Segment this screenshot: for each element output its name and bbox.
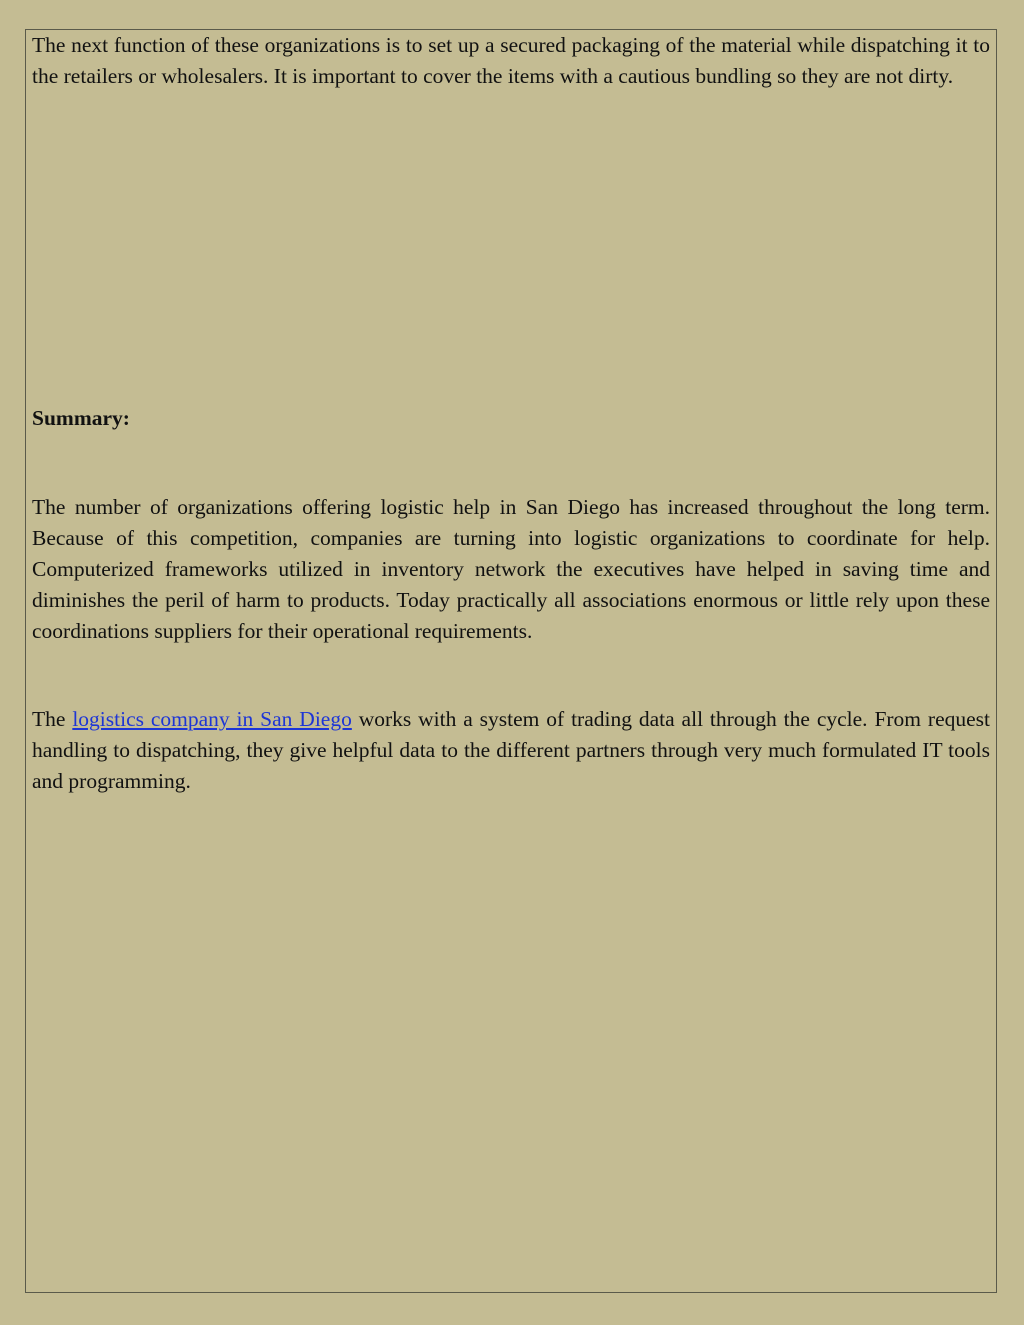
logistics-company-link[interactable]: logistics company in San Diego bbox=[72, 707, 352, 731]
link-paragraph bbox=[32, 704, 990, 797]
link-paragraph-lead-text: The bbox=[32, 707, 73, 731]
summary-paragraph: The number of organizations offering logistic help in San Diego has increased throughout the long term. Because of this competition, companies are turning into logistic organizations to coordinate for help. Computerized frameworks utilized in inventory network the executives have helped in saving time and diminishes the peril of harm to products. Today practically all associations enormous or little rely upon these coordinations suppliers for their operational requirements. bbox=[32, 495, 990, 643]
intro-paragraph: The next function of these organizations is to set up a secured packaging of the material while dispatching it to the retailers or wholesalers. It is important to cover the items with a cautious bundling so they are not dirty. bbox=[32, 33, 990, 88]
link-paragraph-trailing-text: works with a system of trading data all through the cycle. From request handling to dispatching, they give helpful data to the different partners through very much formulated IT tools and programming. bbox=[32, 707, 990, 793]
page-border-frame bbox=[25, 29, 997, 1293]
summary-heading: Summary: bbox=[32, 406, 130, 430]
